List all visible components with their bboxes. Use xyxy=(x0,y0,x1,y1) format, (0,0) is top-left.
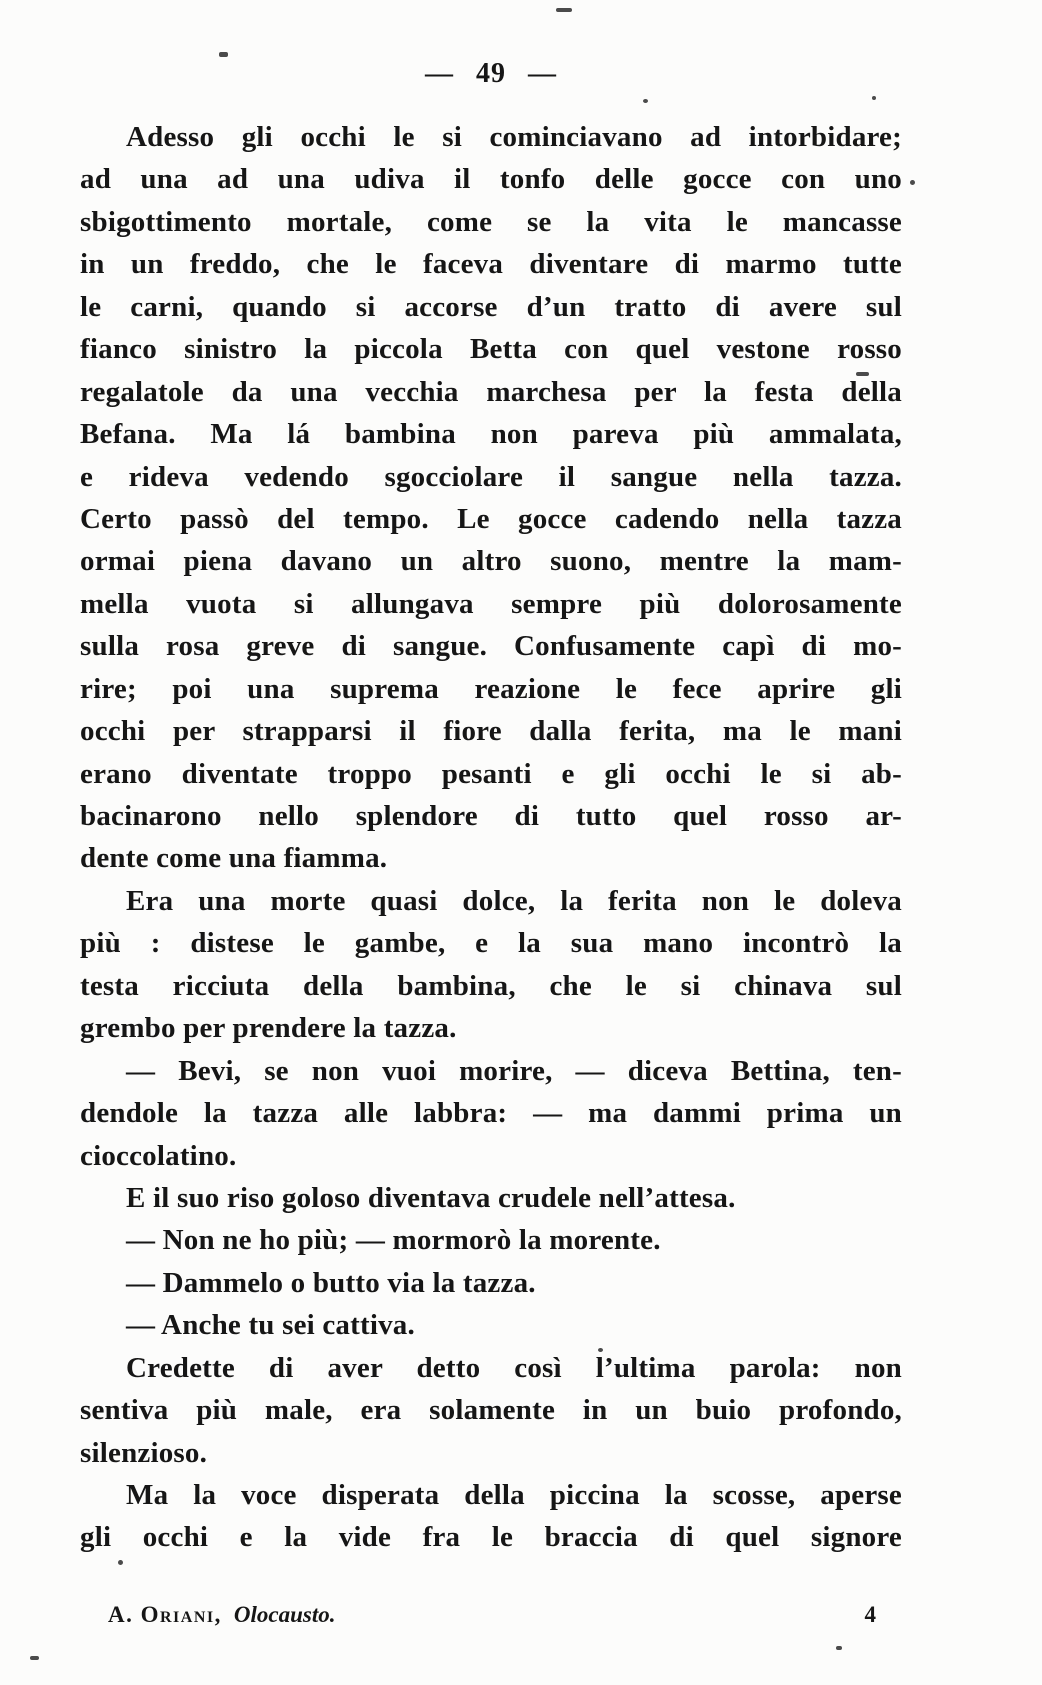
scan-speck xyxy=(643,99,648,103)
text-line: Befana. Ma lá bambina non pareva più ammalata, xyxy=(80,418,902,451)
footer-author: A. Oriani, xyxy=(108,1602,222,1627)
text-line: gli occhi e la vide fra le braccia di quel signore xyxy=(80,1521,902,1554)
text-line: Credette di aver detto così l’ultima parola: non xyxy=(126,1351,902,1384)
text-line: Certo passò del tempo. Le gocce cadendo nella tazza xyxy=(80,502,902,535)
text-line: testa ricciuta della bambina, che le si chinava sul xyxy=(80,969,902,1002)
text-line: le carni, quando si accorse d’un tratto di avere sul xyxy=(80,290,902,323)
text-line: dente come una fiamma. xyxy=(80,842,388,875)
text-line: Era una morte quasi dolce, la ferita non le doleva xyxy=(126,884,902,917)
text-line: occhi per strapparsi il fiore dalla ferita, ma le mani xyxy=(80,715,902,748)
text-line: bacinarono nello splendore di tutto quel rosso ar- xyxy=(80,800,902,832)
scan-speck xyxy=(856,372,869,376)
text-line: ad una ad una udiva il tonfo delle gocce con uno xyxy=(80,163,902,196)
text-line: E il suo riso goloso diventava crudele nell’attesa. xyxy=(126,1181,736,1214)
scan-speck xyxy=(30,1656,39,1660)
footer-credit xyxy=(108,1602,335,1628)
scan-speck xyxy=(872,96,876,100)
text-line: più : distese le gambe, e la sua mano incontrò la xyxy=(80,927,902,960)
text-line: — Dammelo o butto via la tazza. xyxy=(126,1266,536,1299)
text-line: dendole la tazza alle labbra: — ma dammi prima un xyxy=(80,1097,902,1130)
text-line: e rideva vedendo sgocciolare il sangue nella tazza. xyxy=(80,460,902,493)
page-body-text xyxy=(80,116,902,1559)
text-line: fianco sinistro la piccola Betta con quel vestone rosso xyxy=(80,333,902,366)
text-line: rire; poi una suprema reazione le fece aprire gli xyxy=(80,672,902,705)
text-line: — Anche tu sei cattiva. xyxy=(126,1309,415,1342)
text-line: Adesso gli occhi le si cominciavano ad intorbidare; xyxy=(126,121,902,153)
page-number-header: — 49 — xyxy=(425,58,557,89)
text-line: ormai piena davano un altro suono, mentre la mam- xyxy=(80,545,902,578)
text-line: erano diventate troppo pesanti e gli occhi le si ab- xyxy=(80,757,902,790)
text-line: in un freddo, che le faceva diventare di marmo tutte xyxy=(80,248,902,281)
text-line: sbigottimento mortale, come se la vita le mancasse xyxy=(80,205,902,238)
scan-speck xyxy=(836,1646,842,1650)
page-footer xyxy=(80,1602,902,1628)
scan-speck xyxy=(556,8,572,12)
text-line: regalatole da una vecchia marchesa per la festa della xyxy=(80,375,902,408)
text-line: — Non ne ho più; — mormorò la morente. xyxy=(126,1224,661,1257)
text-line: Ma la voce disperata della piccina la scosse, aperse xyxy=(126,1479,902,1511)
scan-speck xyxy=(910,180,915,185)
text-line: — Bevi, se non vuoi morire, — diceva Bettina, ten- xyxy=(126,1054,902,1087)
footer-signature-number: 4 xyxy=(864,1602,876,1627)
scan-speck xyxy=(118,1560,123,1565)
scan-speck xyxy=(219,52,228,57)
text-line: cioccolatino. xyxy=(80,1139,237,1172)
text-line: mella vuota si allungava sempre più dolorosamente xyxy=(80,587,902,620)
text-line: silenzioso. xyxy=(80,1436,208,1469)
scan-speck xyxy=(598,1348,603,1352)
footer-work-title: Olocausto. xyxy=(233,1602,336,1627)
text-line: sentiva più male, era solamente in un buio profondo, xyxy=(80,1394,902,1427)
text-line: sulla rosa greve di sangue. Confusamente capì di mo- xyxy=(80,630,902,663)
text-line: grembo per prendere la tazza. xyxy=(80,1012,457,1045)
